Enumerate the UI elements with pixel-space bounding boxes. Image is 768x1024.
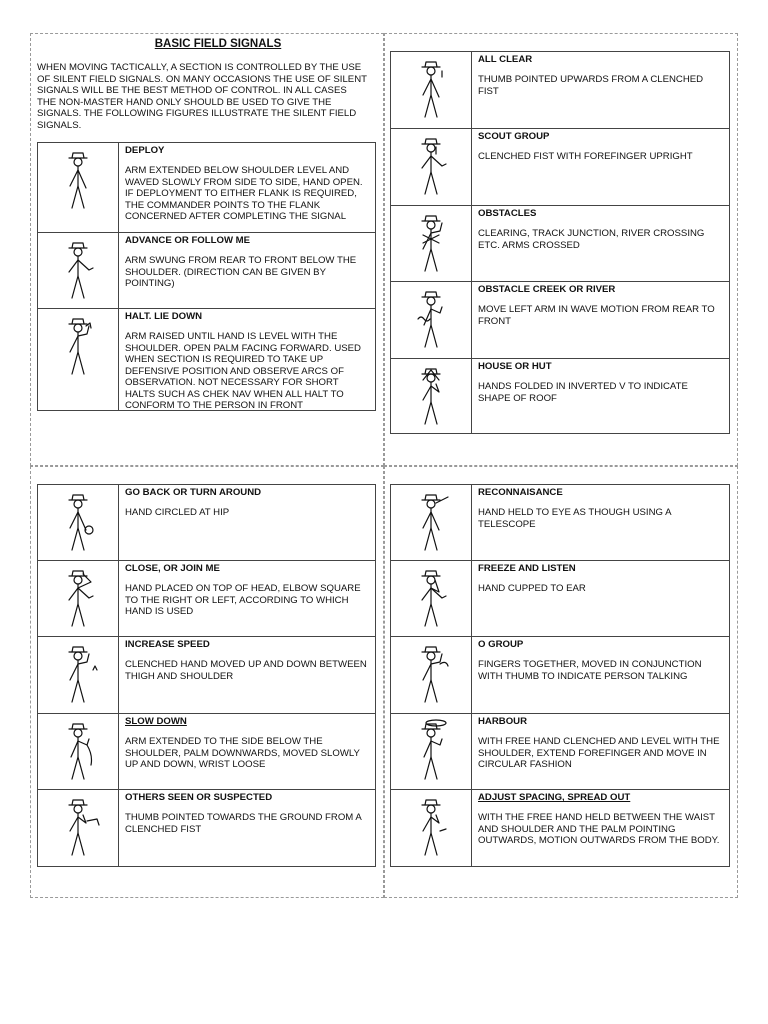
signal-title: OBSTACLE CREEK OR RIVER [478,284,616,295]
signal-description: HANDS FOLDED IN INVERTED V TO INDICATE SHAPE OF ROOF [478,381,688,404]
arm-swing-figure-icon [53,236,103,300]
signal-description: HAND HELD TO EYE AS THOUGH USING A TELESCOPE [478,507,671,530]
thumb-down-figure-icon [53,793,103,857]
signal-description: HAND CUPPED TO EAR [478,583,586,594]
signal-title: OBSTACLES [478,208,537,219]
signal-description: MOVE LEFT ARM IN WAVE MOTION FROM REAR TO FRONT [478,304,715,327]
signal-title: DEPLOY [125,145,165,156]
signal-card [390,636,730,714]
palm-down-figure-icon [53,717,103,781]
signal-description: ARM EXTENDED BELOW SHOULDER LEVEL AND WAVED SLOWLY FROM SIDE TO SIDE, HAND OPEN. IF DEPLOYMENT TO EITHER FLANK IS REQUIRED, THE COMMANDER POINTS TO THE FLANK CONCERNED AFTER COMPLETING THE SIGNAL [125,165,363,222]
hand-circle-hip-figure-icon [53,488,103,552]
signal-card [37,142,376,233]
fist-pump-figure-icon [53,640,103,704]
signal-card [390,789,730,867]
signal-card [37,713,376,790]
signal-figure [38,485,119,560]
raised-palm-figure-icon [53,312,103,376]
signal-card [390,358,730,434]
signal-description: CLEARING, TRACK JUNCTION, RIVER CROSSING ETC. ARMS CROSSED [478,228,705,251]
talking-hand-figure-icon [406,640,456,704]
signal-description: ARM RAISED UNTIL HAND IS LEVEL WITH THE SHOULDER. OPEN PALM FACING FORWARD. USED WHEN SECTION IS REQUIRED TO TAKE UP DEFENSIVE POSITION AND OBSERVE ARCS OF OBSERVATION. NOT NECESSARY FOR SHORT HALTS SUCH AS CHEK NAV WHEN ALL HALT TO CONFORM TO THE PERSON IN FRONT [125,331,361,411]
signal-figure [391,637,472,713]
signal-title: OTHERS SEEN OR SUSPECTED [125,792,273,803]
arms-crossed-figure-icon [406,209,456,273]
signal-figure [391,129,472,205]
signal-card [390,713,730,790]
signal-title: GO BACK OR TURN AROUND [125,487,262,498]
signal-card [37,308,376,411]
signal-card [37,484,376,561]
signal-title: SLOW DOWN [125,716,187,727]
signal-title: ALL CLEAR [478,54,533,65]
signal-figure [38,714,119,789]
signal-description: ARM SWUNG FROM REAR TO FRONT BELOW THE SHOULDER. (DIRECTION CAN BE GIVEN BY POINTING) [125,255,357,289]
signal-card [37,232,376,309]
signal-description: WITH FREE HAND CLENCHED AND LEVEL WITH THE SHOULDER, EXTEND FOREFINGER AND MOVE IN CIRCULAR FASHION [478,736,720,770]
signal-card [37,789,376,867]
signal-title: RECONNAISANCE [478,487,563,498]
signal-card [390,281,730,359]
signal-title: ADVANCE OR FOLLOW ME [125,235,251,246]
signal-figure [391,52,472,128]
signal-figure [391,359,472,433]
signal-title: O GROUP [478,639,524,650]
signal-description: HAND PLACED ON TOP OF HEAD, ELBOW SQUARE TO THE RIGHT OR LEFT, ACCORDING TO WHICH HAND IS USED [125,583,361,617]
signal-figure [38,143,119,232]
signal-figure [391,206,472,281]
signal-card [390,51,730,129]
hand-to-ear-figure-icon [406,564,456,628]
signal-figure [38,233,119,308]
signal-title: INCREASE SPEED [125,639,210,650]
signal-description: FINGERS TOGETHER, MOVED IN CONJUNCTION WITH THUMB TO INDICATE PERSON TALKING [478,659,702,682]
signal-figure [391,714,472,789]
thumb-up-figure-icon [406,55,456,119]
page-title: BASIC FIELD SIGNALS [154,38,282,50]
signal-figure [38,790,119,866]
signal-card [37,636,376,714]
signal-figure [391,485,472,560]
signal-description: HAND CIRCLED AT HIP [125,507,230,518]
arm-wave-figure-icon [53,146,103,210]
signal-figure [391,561,472,636]
signal-figure [391,282,472,358]
signal-card [37,560,376,637]
signal-title: HOUSE OR HUT [478,361,552,372]
signal-description: CLENCHED HAND MOVED UP AND DOWN BETWEEN THIGH AND SHOULDER [125,659,367,682]
signal-card [390,205,730,282]
signal-description: ARM EXTENDED TO THE SIDE BELOW THE SHOULDER, PALM DOWNWARDS, MOVED SLOWLY UP AND DOWN, WRIST LOOSE [125,736,360,770]
signal-figure [38,637,119,713]
signal-figure [38,309,119,410]
signal-card [390,560,730,637]
signal-title: ADJUST SPACING, SPREAD OUT [478,792,631,803]
wave-motion-figure-icon [406,285,456,349]
signal-title: HALT. LIE DOWN [125,311,203,322]
signal-card [390,128,730,206]
roof-hands-figure-icon [406,362,456,426]
finger-up-figure-icon [406,132,456,196]
signal-figure [391,790,472,866]
hand-on-head-figure-icon [53,564,103,628]
signal-title: FREEZE AND LISTEN [478,563,576,574]
finger-circle-figure-icon [406,717,456,781]
signal-title: HARBOUR [478,716,528,727]
telescope-figure-icon [406,488,456,552]
intro-paragraph: WHEN MOVING TACTICALLY, A SECTION IS CONTROLLED BY THE USE OF SILENT FIELD SIGNALS. ON MANY OCCASIONS THE USE OF SILENT SIGNALS WILL BE THE BEST METHOD OF CONTROL. IN ALL CASES THE NON-MASTER HAND ONLY SHOULD BE USED TO GIVE THE SIGNALS. THE FOLLOWING FIGURES ILLUSTRATE THE SILENT FIELD SIGNALS. [37,62,367,131]
signal-description: THUMB POINTED TOWARDS THE GROUND FROM A CLENCHED FIST [125,812,362,835]
signal-title: SCOUT GROUP [478,131,550,142]
signal-title: CLOSE, OR JOIN ME [125,563,220,574]
spread-out-figure-icon [406,793,456,857]
signal-figure [38,561,119,636]
signal-description: CLENCHED FIST WITH FOREFINGER UPRIGHT [478,151,693,162]
signal-card [390,484,730,561]
signal-description: THUMB POINTED UPWARDS FROM A CLENCHED FIST [478,74,704,97]
signal-description: WITH THE FREE HAND HELD BETWEEN THE WAIST AND SHOULDER AND THE PALM POINTING OUTWARDS, MOTION OUTWARDS FROM THE BODY. [478,812,720,846]
